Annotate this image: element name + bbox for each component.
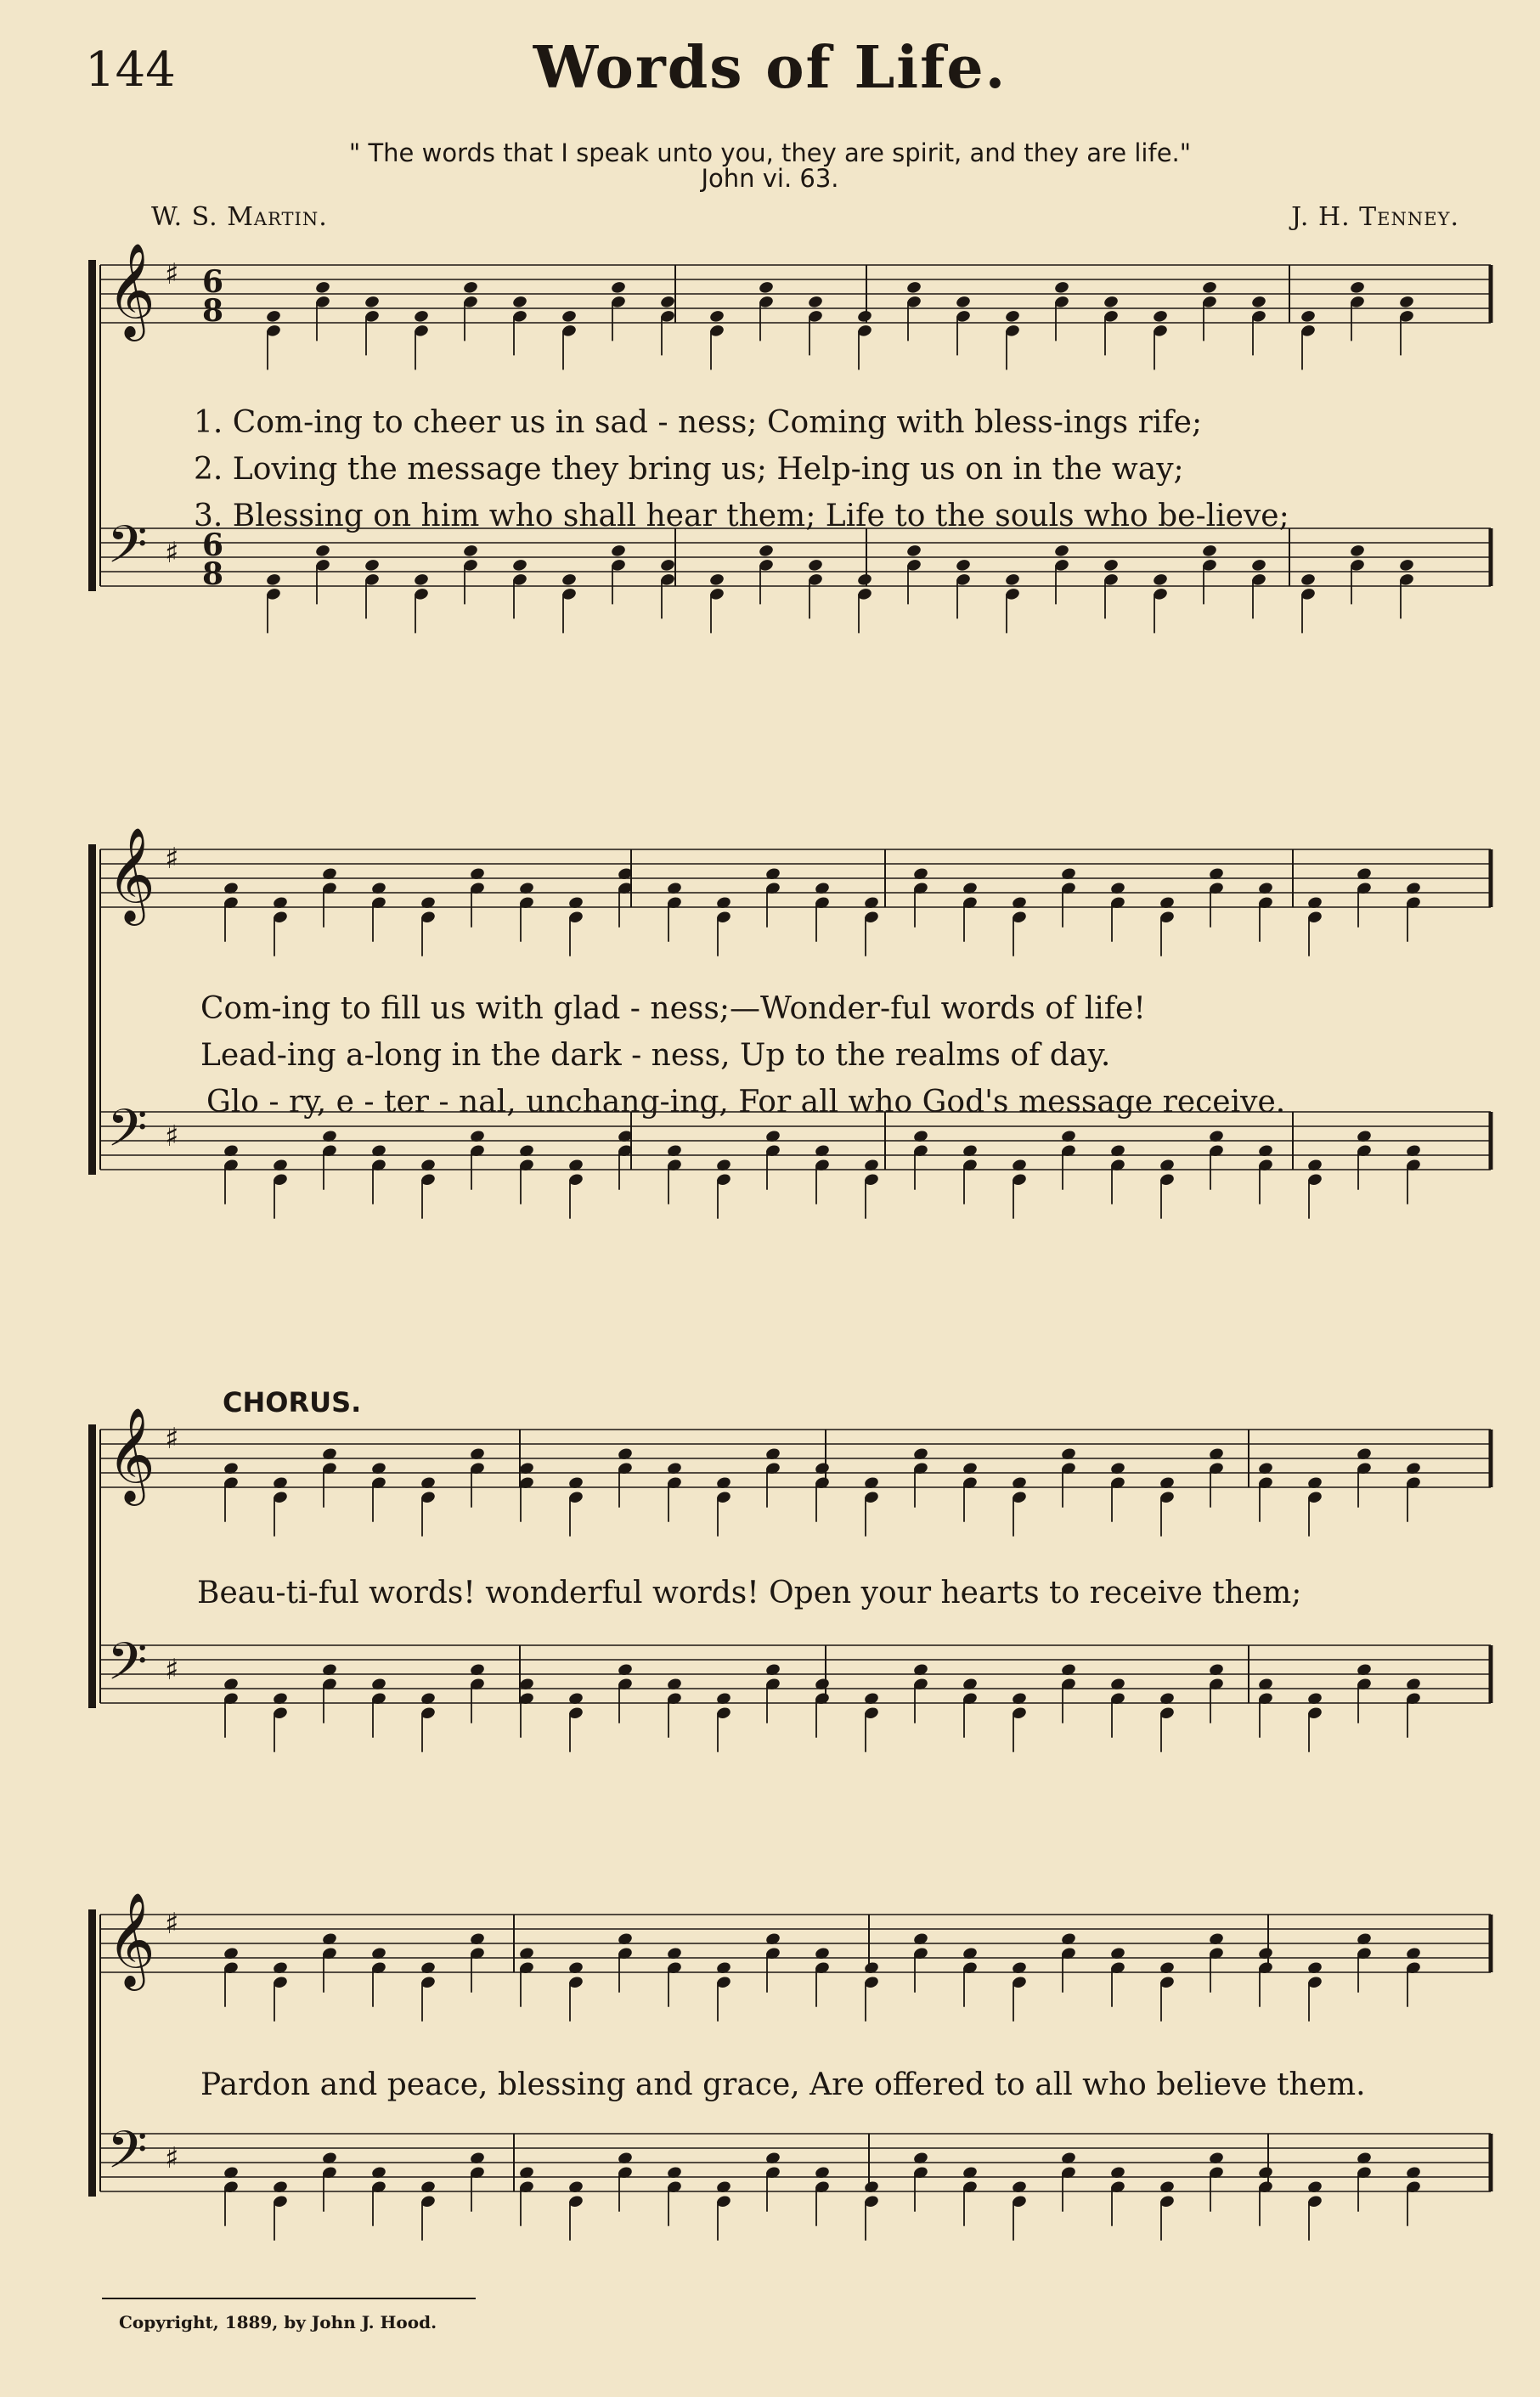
lyric-line: 1. Com-ing to cheer us in sad - ness; Coming with bless-ings rife; — [194, 405, 1203, 440]
sharp-key-signature-icon: ♯ — [165, 1653, 179, 1687]
sharp-key-signature-icon: ♯ — [165, 1422, 179, 1456]
time-signature-denominator: 8 — [202, 293, 224, 329]
note-head — [314, 544, 330, 558]
note-head — [1398, 295, 1414, 309]
sharp-key-signature-icon: ♯ — [165, 1907, 179, 1941]
note-head — [708, 572, 725, 587]
note-head — [1053, 544, 1069, 558]
note-head — [511, 295, 527, 309]
copyright-rule — [102, 2298, 476, 2299]
sharp-key-signature-icon: ♯ — [165, 2141, 179, 2175]
note-head — [1152, 309, 1168, 324]
note-head — [610, 280, 626, 295]
chorus-label: CHORUS. — [223, 1386, 362, 1418]
system-bracket — [88, 1909, 96, 2197]
epigraph-source: John vi. 63. — [701, 164, 839, 193]
composer-credit: J. H. Tenney. — [1291, 202, 1459, 232]
lyric-line: Com-ing to fill us with glad - ness;—Wonder-ful words of life! — [200, 991, 1146, 1026]
system-bracket — [88, 260, 96, 591]
hymn-title: Words of Life. — [533, 34, 1007, 102]
lyricist-credit: W. S. Martin. — [151, 202, 328, 232]
note-head — [856, 572, 872, 587]
note-head — [659, 295, 675, 309]
note-head — [265, 309, 281, 324]
note-head — [955, 295, 971, 309]
note-head — [1349, 544, 1365, 558]
note-head — [511, 558, 527, 572]
lyric-line: 3. Blessing on him who shall hear them; Life to the souls who be-lieve; — [194, 499, 1289, 533]
note-head — [659, 558, 675, 572]
note-head — [807, 295, 823, 309]
note-head — [905, 280, 922, 295]
bass-clef-icon: 𝄢 — [107, 2120, 148, 2193]
note-head — [1201, 544, 1217, 558]
copyright-notice: Copyright, 1889, by John J. Hood. — [119, 2312, 437, 2332]
lyric-line: Pardon and peace, blessing and grace, Are offered to all who believe them. — [200, 2067, 1366, 2102]
lyric-line: Glo - ry, e - ter - nal, unchang-ing, For all who God's message receive. — [206, 1085, 1286, 1120]
epigraph-quote: " The words that I speak unto you, they are spirit, and they are life." — [348, 138, 1192, 167]
note-head — [1152, 572, 1168, 587]
treble-clef-icon: 𝄞 — [107, 826, 155, 922]
note-head — [1300, 309, 1316, 324]
system-bracket — [88, 1424, 96, 1708]
note-head — [314, 280, 330, 295]
note-head — [708, 309, 725, 324]
note-head — [1250, 558, 1266, 572]
bass-clef-icon: 𝄢 — [107, 1632, 148, 1705]
note-head — [364, 558, 380, 572]
note-head — [462, 280, 478, 295]
sharp-key-signature-icon: ♯ — [165, 536, 179, 570]
time-signature-numerator: 6 — [202, 527, 224, 563]
time-signature-denominator: 8 — [202, 556, 224, 592]
sharp-key-signature-icon: ♯ — [165, 257, 179, 291]
note-head — [561, 309, 577, 324]
note-head — [1004, 572, 1020, 587]
note-head — [1103, 295, 1119, 309]
treble-clef-icon: 𝄞 — [107, 242, 155, 337]
bass-clef-icon: 𝄢 — [107, 515, 148, 588]
page-number: 144 — [85, 42, 176, 98]
note-head — [462, 544, 478, 558]
note-head — [856, 309, 872, 324]
note-head — [1004, 309, 1020, 324]
sharp-key-signature-icon: ♯ — [165, 842, 179, 876]
lyric-line: Lead-ing a-long in the dark - ness, Up to the realms of day. — [200, 1038, 1111, 1073]
note-head — [807, 558, 823, 572]
note-head — [1398, 558, 1414, 572]
time-signature-numerator: 6 — [202, 264, 224, 300]
note-head — [561, 572, 577, 587]
note-head — [1300, 572, 1316, 587]
treble-clef-icon: 𝄞 — [107, 1407, 155, 1502]
lyric-line: 2. Loving the message they bring us; Help-ing us on in the way; — [194, 452, 1184, 487]
bass-clef-icon: 𝄢 — [107, 1098, 148, 1171]
note-head — [1053, 280, 1069, 295]
note-head — [413, 309, 429, 324]
note-head — [955, 558, 971, 572]
note-head — [905, 544, 922, 558]
note-head — [1201, 280, 1217, 295]
note-head — [1250, 295, 1266, 309]
note-head — [265, 572, 281, 587]
system-bracket — [88, 844, 96, 1175]
note-head — [1103, 558, 1119, 572]
note-head — [758, 544, 774, 558]
lyric-line: Beau-ti-ful words! wonderful words! Open your hearts to receive them; — [197, 1576, 1302, 1610]
treble-clef-icon: 𝄞 — [107, 1892, 155, 1987]
sharp-key-signature-icon: ♯ — [165, 1120, 179, 1153]
note-head — [610, 544, 626, 558]
note-head — [758, 280, 774, 295]
note-head — [364, 295, 380, 309]
note-head — [1349, 280, 1365, 295]
note-head — [413, 572, 429, 587]
